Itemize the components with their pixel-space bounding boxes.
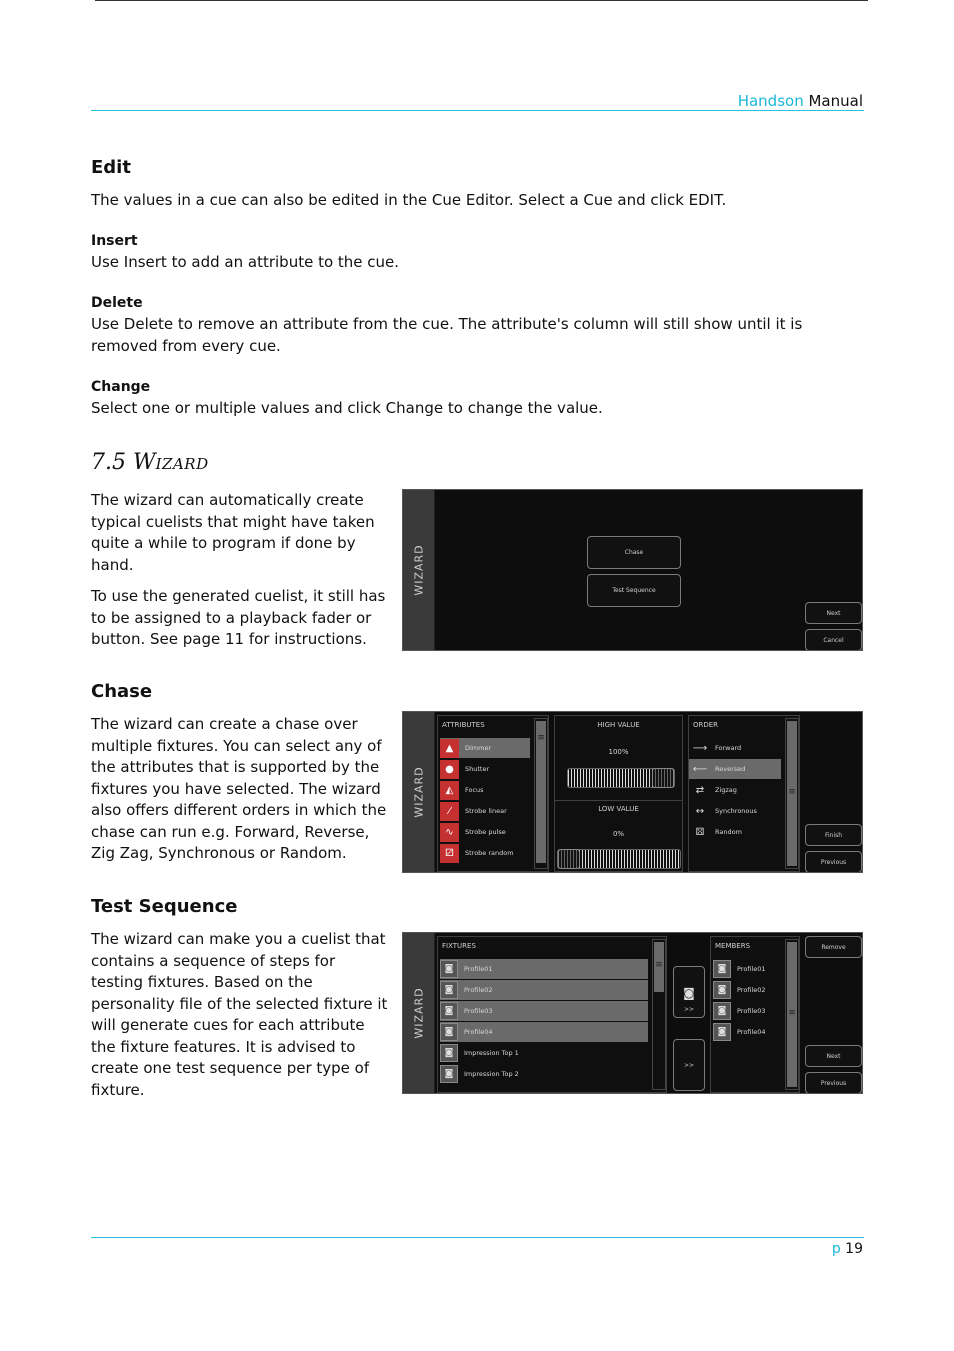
attribute-row[interactable] [440, 843, 530, 863]
attribute-label: Strobe linear [465, 807, 507, 815]
reverse-arrow-icon: ⟵ [692, 763, 708, 775]
chapter-rest: IZARD [155, 455, 209, 473]
attribute-label: Strobe pulse [465, 828, 506, 836]
fixture-row[interactable] [440, 1022, 648, 1042]
order-label: Synchronous [715, 807, 757, 815]
order-header: ORDER [693, 721, 719, 729]
fixture-row[interactable] [440, 1064, 648, 1084]
wizard-para-2: To use the generated cuelist, it still has to be assigned to a playback fader or button. See page 11 for instructions. [91, 587, 386, 648]
wizard-screenshot [402, 489, 863, 651]
insert-text: Use Insert to add an attribute to the cue. [91, 253, 400, 271]
zigzag-icon: ⇄ [695, 784, 705, 796]
fixtures-panel [437, 936, 667, 1093]
add-selected-button[interactable] [673, 966, 705, 1018]
high-value-fader[interactable] [567, 768, 675, 788]
member-row[interactable] [713, 980, 783, 1000]
order-panel [688, 715, 800, 872]
chase-side-label: WIZARD [412, 766, 425, 818]
order-label: Zigzag [715, 786, 737, 794]
forward-arrow-icon: ⟶ [692, 742, 708, 754]
fixture-icon: ◙ [440, 1044, 458, 1062]
header-rule [91, 110, 864, 111]
attribute-row[interactable] [440, 801, 530, 821]
order-scrollbar[interactable]: ≡ [785, 718, 799, 869]
attributes-scrollbar[interactable]: ≡ [534, 718, 548, 869]
delete-heading: Delete [91, 295, 143, 311]
previous-button[interactable]: Previous [805, 1072, 862, 1094]
member-label: Profile01 [737, 965, 766, 973]
order-label: Forward [715, 744, 742, 752]
attribute-row[interactable] [440, 759, 530, 779]
members-header: MEMBERS [715, 942, 751, 950]
test-heading: Test Sequence [91, 896, 238, 917]
strobe-linear-icon: ⁄ [440, 802, 459, 821]
attribute-label: Strobe random [465, 849, 514, 857]
remove-button[interactable]: Remove [805, 936, 862, 958]
member-row[interactable] [713, 959, 783, 979]
chase-sidebar [403, 712, 435, 872]
chase-screenshot [402, 711, 863, 873]
edit-intro: The values in a cue can also be edited in the Cue Editor. Select a Cue and click EDIT. [91, 191, 727, 209]
fixture-label: Impression Top 1 [464, 1049, 519, 1057]
member-label: Profile03 [737, 1007, 766, 1015]
order-label: Reversed [715, 765, 746, 773]
page-number [832, 1241, 863, 1257]
insert-heading: Insert [91, 233, 138, 249]
fixture-add-icon: ◙ [683, 986, 695, 1000]
fixture-row[interactable] [440, 1001, 648, 1021]
previous-button[interactable]: Previous [805, 851, 862, 873]
strobe-random-icon: ⚂ [440, 844, 459, 863]
test-side-label: WIZARD [412, 987, 425, 1039]
test-sequence-button[interactable]: Test Sequence [587, 574, 681, 607]
order-row[interactable] [689, 801, 781, 821]
shutter-icon: ● [440, 760, 459, 779]
low-value-header: LOW VALUE [598, 805, 639, 813]
page-header [738, 92, 863, 110]
fader-handle[interactable] [652, 768, 674, 788]
finish-button[interactable]: Finish [805, 824, 862, 846]
high-value: 100% [608, 748, 629, 756]
fixture-label: Impression Top 2 [464, 1070, 519, 1078]
test-sidebar [403, 933, 435, 1093]
fixture-icon: ◙ [440, 1023, 458, 1041]
fader-handle[interactable] [558, 849, 580, 869]
high-value-header: HIGH VALUE [597, 721, 640, 729]
strobe-pulse-icon: ∿ [440, 823, 459, 842]
attribute-label: Dimmer [465, 744, 492, 752]
synchronous-icon: ↔ [695, 805, 705, 817]
fixture-icon: ◙ [713, 1002, 731, 1020]
next-button[interactable]: Next [805, 1045, 862, 1067]
change-heading: Change [91, 379, 151, 395]
test-screenshot [402, 932, 863, 1094]
chase-text: The wizard can create a chase over multiple fixtures. You can select any of the attributes that is supported by the fixtures you have selected. The wizard also offers different orders in which the chase can run e.g. Forward, Reverse, Zig Zag, Synchronous or Random. [91, 715, 387, 862]
test-text: The wizard can make you a cuelist that contains a sequence of steps for testing fixtures. Based on the personality file of the selected fixture it will generate cues for each attribute the fixture features. It is advised to create one test sequence per type of fixture. [91, 930, 388, 1099]
wizard-sidebar [403, 490, 435, 650]
fixture-icon: ◙ [440, 981, 458, 999]
fixture-label: Profile02 [464, 986, 493, 994]
chapter-title [91, 450, 209, 475]
fixture-icon: ◙ [440, 1002, 458, 1020]
add-selected-label: >> [683, 1006, 695, 1013]
attribute-row[interactable] [440, 738, 530, 758]
fixtures-scrollbar[interactable]: ≡ [652, 939, 666, 1090]
change-text: Select one or multiple values and click Change to change the value. [91, 399, 603, 417]
fixture-label: Profile04 [464, 1028, 493, 1036]
low-value-fader[interactable] [557, 849, 681, 869]
attributes-header: ATTRIBUTES [442, 721, 485, 729]
fixture-row[interactable] [440, 1043, 648, 1063]
dimmer-icon: ▲ [440, 739, 459, 758]
chapter-number: 7.5 [91, 450, 133, 475]
order-row[interactable] [689, 822, 781, 842]
cancel-button[interactable]: Cancel [805, 629, 862, 651]
wizard-side-label: WIZARD [412, 544, 425, 596]
member-label: Profile04 [737, 1028, 766, 1036]
delete-text: Use Delete to remove an attribute from the cue. The attribute's column will still show until it is removed from every cue. [91, 315, 803, 355]
wizard-para-1: The wizard can automatically create typical cuelists that might have taken quite a while to program if done by hand. [91, 491, 375, 574]
members-panel [710, 936, 800, 1093]
order-row[interactable] [689, 738, 781, 758]
fixture-icon: ◙ [440, 960, 458, 978]
fixture-row[interactable] [440, 980, 648, 1000]
attribute-label: Focus [465, 786, 484, 794]
member-row[interactable] [713, 1001, 783, 1021]
fixture-label: Profile01 [464, 965, 493, 973]
top-border [95, 0, 868, 1]
value-panel [554, 715, 683, 872]
chase-button[interactable]: Chase [587, 536, 681, 569]
fixture-icon: ◙ [713, 960, 731, 978]
page-prefix: p [831, 1241, 841, 1257]
attribute-row[interactable] [440, 822, 530, 842]
fixture-icon: ◙ [713, 1023, 731, 1041]
fixture-icon: ◙ [440, 1065, 458, 1083]
order-label: Random [715, 828, 742, 836]
random-dice-icon: ⚄ [695, 826, 705, 838]
member-row[interactable] [713, 1022, 783, 1042]
next-button[interactable]: Next [805, 602, 862, 624]
chase-heading: Chase [91, 681, 153, 702]
focus-icon: ◭ [440, 781, 459, 800]
fixture-icon: ◙ [713, 981, 731, 999]
page-value: 19 [845, 1241, 863, 1257]
order-row[interactable] [689, 759, 781, 779]
fixture-label: Profile03 [464, 1007, 493, 1015]
add-all-button[interactable]: >> [673, 1039, 705, 1091]
attribute-label: Shutter [465, 765, 490, 773]
attributes-panel [437, 715, 549, 872]
attribute-row[interactable] [440, 780, 530, 800]
low-value: 0% [612, 830, 625, 838]
value-divider [555, 800, 682, 801]
member-label: Profile02 [737, 986, 766, 994]
fixtures-header: FIXTURES [442, 942, 476, 950]
order-row[interactable] [689, 780, 781, 800]
chapter-initial: W [132, 450, 156, 475]
fixture-row[interactable] [440, 959, 648, 979]
footer-rule [91, 1237, 864, 1238]
members-scrollbar[interactable]: ≡ [785, 939, 799, 1090]
header-brand: Handson [737, 92, 804, 110]
header-title: Manual [808, 92, 863, 110]
edit-heading: Edit [91, 157, 131, 178]
